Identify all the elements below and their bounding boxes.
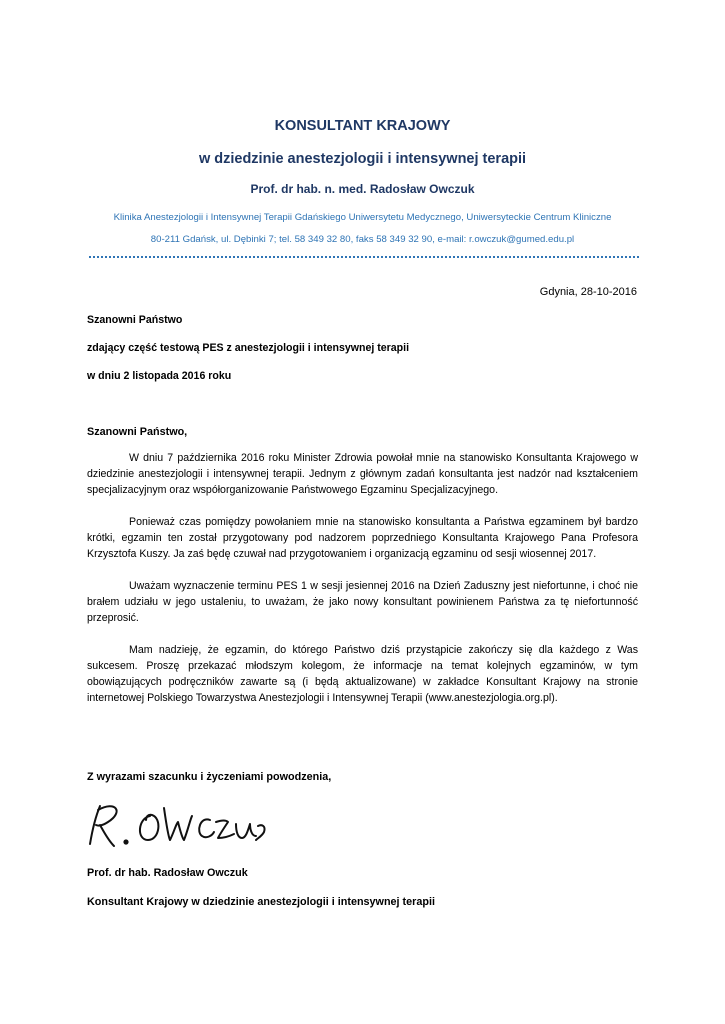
letter-date: Gdynia, 28-10-2016 [539,286,637,298]
paragraph-2: Ponieważ czas pomiędzy powołaniem mnie na stanowisko konsultanta a Państwa egzaminem był bardzo krótki, egzamin ten został przygotowany pod nadzorem poprzedniego Konsultanta Krajowego Pana Profesora Krzysztofa Kuszy. Ja zaś będę czuwał nad przygotowaniem i organizacją egzaminu od sesji wiosennej 2017. [87,516,638,560]
letterhead-divider [89,256,639,258]
signer-role: Konsultant Krajowy w dziedzinie anestezjologii i intensywnej terapii [87,896,435,908]
addressee-line-2: zdający część testową PES z anestezjologii i intensywnej terapii [87,342,410,354]
letter-body [87,450,638,722]
handwritten-signature [86,798,276,859]
closing-line: Z wyrazami szacunku i życzeniami powodzenia, [87,771,332,783]
letterhead-name: Prof. dr hab. n. med. Radosław Owczuk [250,182,475,196]
signer-name: Prof. dr hab. Radosław Owczuk [87,867,248,879]
letterhead-subtitle: w dziedzinie anestezjologii i intensywnej terapii [198,151,527,167]
paragraph-1: W dniu 7 października 2016 roku Minister Zdrowia powołał mnie na stanowisko Konsultanta Krajowego w dziedzinie anestezjologii i intensywnej terapii. Jednym z głównym zadań konsultanta jest nadzór nad kształceniem specjalizacyjnym oraz współorganizowanie Państwowego Egzaminu Specjalizacyjnego. [87,452,638,496]
letterhead-title: KONSULTANT KRAJOWY [274,118,451,134]
addressee-line-3: w dniu 2 listopada 2016 roku [87,370,232,382]
salutation: Szanowni Państwo, [87,426,188,438]
letterhead-institution: Klinika Anestezjologii i Intensywnej Terapii Gdańskiego Uniwersytetu Medycznego, Uniwersyteckie Centrum Kliniczne [113,212,612,223]
paragraph-3: Uważam wyznaczenie terminu PES 1 w sesji jesiennej 2016 na Dzień Zaduszny jest niefortunne, i choć nie brałem udziału w jego ustaleniu, to uważam, że jako nowy konsultant powinienem Państwa za tę niefortunność przeprosić. [87,580,638,624]
paragraph-4: Mam nadzieję, że egzamin, do którego Państwo dziś przystąpicie zakończy się dla każdego z Was sukcesem. Proszę przekazać młodszym kolegom, że informacje na temat kolejnych egzaminów, w tym obowiązujących podręczników zawarte są (i będą aktualizowane) w zakładce Konsultant Krajowy na stronie internetowej Polskiego Towarzystwa Anestezjologii i Intensywnej Terapii (www.anestezjologia.org.pl). [87,644,638,704]
addressee-line-1: Szanowni Państwo [87,314,183,326]
letterhead-address: 80-211 Gdańsk, ul. Dębinki 7; tel. 58 349 32 80, faks 58 349 32 90, e-mail: r.owczuk@gumed.edu.pl [150,234,575,245]
